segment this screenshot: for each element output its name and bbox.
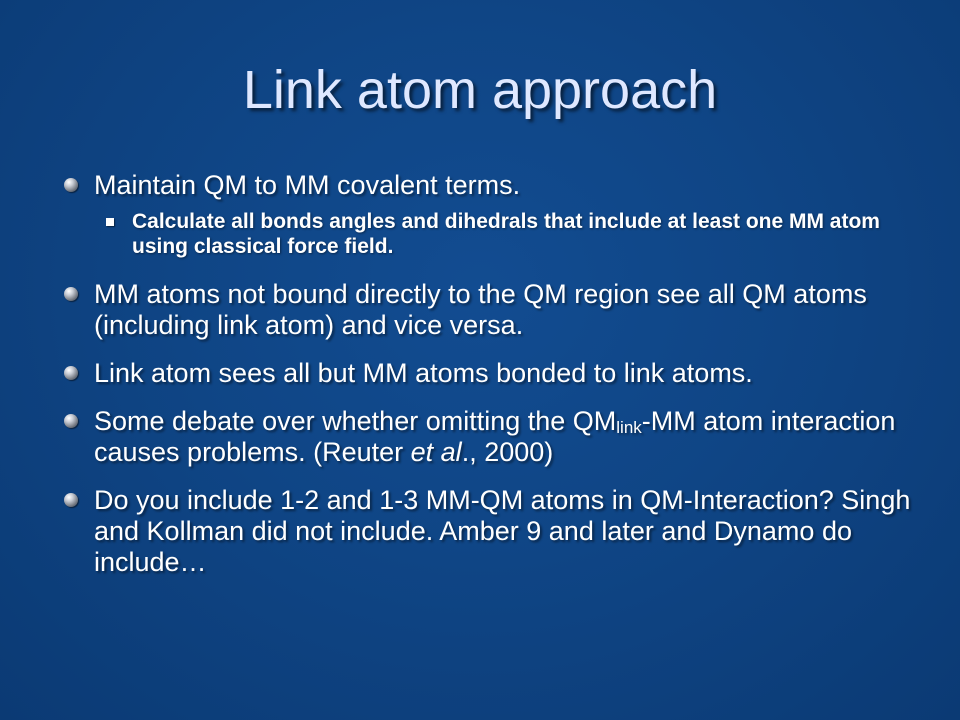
sphere-bullet-icon [64, 414, 78, 428]
sphere-bullet-icon [64, 178, 78, 192]
bullet-item [60, 406, 920, 468]
sphere-bullet-icon [64, 366, 78, 380]
sub-bullet-item [106, 209, 920, 259]
citation-italic: et al [410, 437, 462, 467]
bullet-text-start: Some debate over whether omitting the QM [94, 406, 617, 436]
slide-body [60, 170, 920, 578]
slide-title: Link atom approach [242, 60, 718, 120]
bullet-text: Link atom sees all but MM atoms bonded to link atoms. [94, 358, 753, 388]
square-bullet-icon [106, 218, 114, 226]
bullet-item [60, 279, 920, 341]
bullet-text-end: ., 2000) [461, 437, 554, 467]
sphere-bullet-icon [64, 287, 78, 301]
bullet-item [60, 358, 920, 389]
bullet-item [60, 170, 920, 201]
bullet-item [60, 485, 920, 578]
bullet-text: MM atoms not bound directly to the QM region see all QM atoms (including link atom) and vice versa. [94, 279, 867, 340]
bullet-text: Do you include 1-2 and 1-3 MM-QM atoms in QM-Interaction? Singh and Kollman did not include. Amber 9 and later and Dynamo do include… [94, 485, 911, 577]
sub-bullet-text: Calculate all bonds angles and dihedrals that include at least one MM atom using classical force field. [132, 210, 880, 258]
subscript-link: link [616, 418, 642, 437]
sphere-bullet-icon [64, 493, 78, 507]
bullet-text: Maintain QM to MM covalent terms. [94, 170, 521, 200]
bullet-text-middle: -MM atom interaction causes problems. (Reuter [94, 406, 896, 467]
